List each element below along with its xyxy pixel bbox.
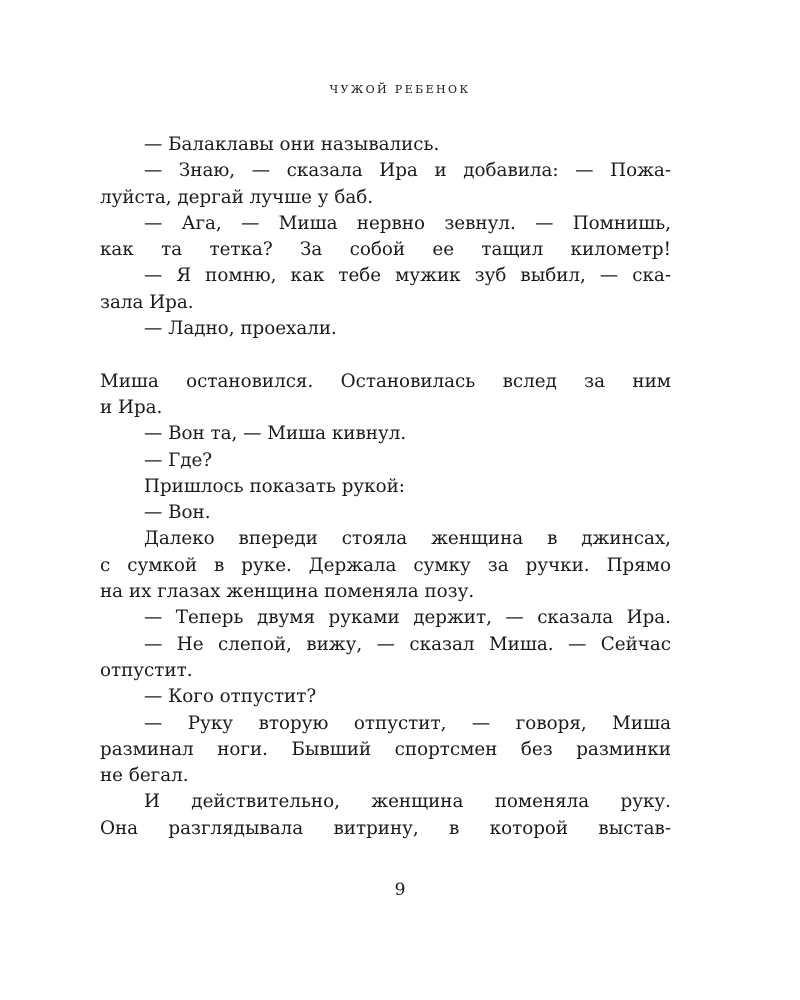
text-line: Она разглядывала витрину, в которой выстав- [100,817,671,839]
text-line: Пришлось показать рукой: [144,475,405,497]
text-line: И действительно, женщина поменяла руку. [144,791,671,813]
text-line: — Балаклавы они назывались. [144,134,440,155]
blank-line [100,342,671,368]
text-line: луйста, дергай лучше у баб. [100,186,374,208]
text-line: не бегал. [100,765,189,787]
body-text [100,132,671,842]
page-number: 9 [394,880,406,900]
text-line: — Кого отпустит? [144,686,317,708]
text-line: — Вон. [144,502,211,524]
text-line: отпустит. [100,659,193,681]
text-line: как та тетка? За собой ее тащил километр! [100,239,671,261]
text-line: зала Ира. [100,291,194,313]
text-line: — Ладно, проехали. [144,318,337,340]
text-line: — Ага, — Миша нервно зевнул. — Помнишь, [144,212,671,234]
text-line: разминал ноги. Бывший спортсмен без разминки [100,738,671,760]
text-line: — Я помню, как тебе мужик зуб выбил, — ска- [144,265,671,287]
running-head: ЧУЖОЙ РЕБЕНОК [329,83,471,96]
text-line: — Вон та, — Миша кивнул. [144,423,407,445]
text-line: и Ира. [100,396,163,418]
text-line: на их глазах женщина поменяла позу. [100,581,475,603]
text-line: Далеко впереди стояла женщина в джинсах, [144,528,671,550]
text-line: с сумкой в руке. Держала сумку за ручки. Прямо [100,554,671,576]
text-line: — Руку вторую отпустит, — говоря, Миша [144,712,671,734]
text-line: Миша остановился. Остановилась вслед за ним [100,370,671,392]
text-line: — Знаю, — сказала Ира и добавила: — Пожа- [144,160,671,182]
text-line: — Не слепой, вижу, — сказал Миша. — Сейчас [144,633,671,655]
text-line: — Теперь двумя руками держит, — сказала Ира. [144,607,671,629]
text-line: — Где? [144,449,213,471]
